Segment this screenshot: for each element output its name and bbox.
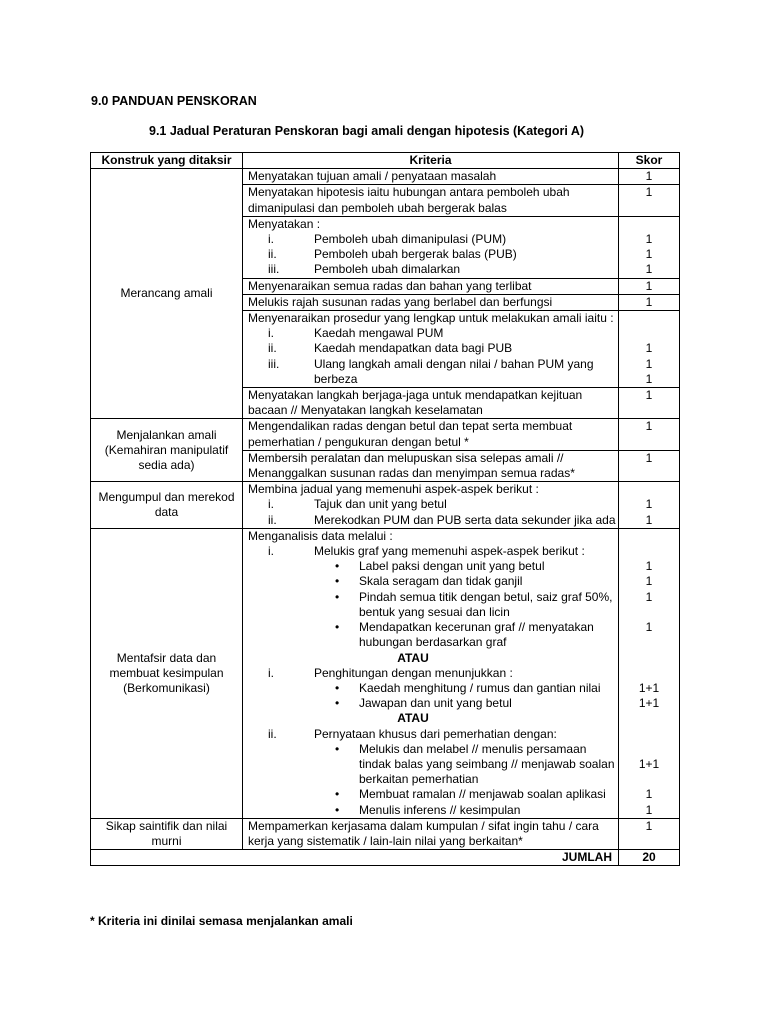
score-value: 1 [645,262,653,277]
criteria-cell: Menyatakan hipotesis iaitu hubungan antara pemboleh ubah dimanipulasi dan pemboleh ubah bergerak balas [243,185,619,216]
score-value: 1+1 [638,696,660,711]
list-item [248,262,618,277]
item-text: Pindah semua titik dengan betul, saiz graf 50%, bentuk yang sesuai dan licin [359,589,613,619]
bullet-item [248,803,618,818]
score-value: 1 [645,371,653,386]
item-text: Melukis dan melabel // menulis persamaan tindak balas yang seimbang // menjawab soalan berkaitan pemerhatian [359,741,615,787]
criteria-cell [243,311,619,388]
item-text: Kaedah menghitung / rumus dan gantian nilai [359,680,601,695]
bullet-item [248,681,618,696]
item-text: Skala seragam dan tidak ganjil [359,574,523,589]
table-row [91,818,680,849]
score-value: 1 [645,787,653,802]
score-cell: 1 [619,169,680,185]
criteria-cell [243,482,619,529]
item-text: Membuat ramalan // menjawab soalan aplikasi [359,787,606,802]
score-value: 1 [645,589,653,604]
header-construct: Konstruk yang ditaksir [91,153,243,169]
bullet-icon: • [335,680,340,695]
list-item [248,497,618,512]
criteria-text: Menyenaraikan prosedur yang lengkap untuk melakukan amali iaitu : [248,311,614,326]
criteria-cell [243,528,619,818]
score-value: 1 [645,559,653,574]
score-cell: 1 [619,419,680,450]
list-item [248,727,618,742]
score-value: 1+1 [638,680,660,695]
construct-cell: Mengumpul dan merekod data [91,482,243,529]
score-value: 1 [645,341,653,356]
construct-cell: Menjalankan amali (Kemahiran manipulatif sedia ada) [91,419,243,482]
criteria-cell: Menyatakan langkah berjaga-jaga untuk mendapatkan kejituan bacaan // Menyatakan langkah keselamatan [243,388,619,419]
table-row [91,169,680,185]
item-text: Tajuk dan unit yang betul [314,497,447,512]
score-cell [619,482,680,529]
bullet-item [248,590,618,620]
item-text: Ulang langkah amali dengan nilai / bahan PUM yang berbeza [314,356,594,386]
item-text: Kaedah mengawal PUM [314,326,444,341]
scoring-table [90,152,680,866]
bullet-item [248,742,618,788]
score-cell: 1 [619,278,680,294]
criteria-text: Menganalisis data melalui : [248,528,393,543]
list-item [248,357,618,387]
list-item [248,666,618,681]
bullet-icon: • [335,696,340,711]
item-number: i. [268,665,274,680]
item-number: ii. [268,341,277,356]
total-empty-cell [91,850,243,866]
header-row [91,153,680,169]
item-text: Penghitungan dengan menunjukkan : [314,665,513,680]
item-text: Pemboleh ubah dimalarkan [314,262,461,277]
criteria-cell: Menyatakan tujuan amali / penyataan masalah [243,169,619,185]
score-cell: 1 [619,388,680,419]
score-value: 1 [645,232,653,247]
item-text: Pemboleh ubah dimanipulasi (PUM) [314,232,507,247]
bullet-item [248,559,618,574]
construct-cell: Mentafsir data dan membuat kesimpulan (Berkomunikasi) [91,528,243,818]
item-number: ii. [268,512,277,527]
score-cell [619,528,680,818]
construct-cell: Sikap saintifik dan nilai murni [91,818,243,849]
bullet-icon: • [335,787,340,802]
bullet-icon: • [335,802,340,817]
footnote: * Kriteria ini dinilai semasa menjalankan amali [90,914,353,928]
item-text: Jawapan dan unit yang betul [359,696,512,711]
table-title: 9.1 Jadual Peraturan Penskoran bagi amali dengan hipotesis (Kategori A) [149,124,585,138]
item-number: iii. [268,356,280,371]
score-cell [619,216,680,278]
score-cell: 1 [619,294,680,310]
item-text: Merekodkan PUM dan PUB serta data sekunder jika ada [314,512,616,527]
total-score: 20 [619,850,680,866]
score-cell: 1 [619,185,680,216]
item-text: Label paksi dengan unit yang betul [359,559,545,574]
page-heading: 9.0 PANDUAN PENSKORAN [91,94,257,108]
criteria-cell: Mempamerkan kerjasama dalam kumpulan / sifat ingin tahu / cara kerja yang sistematik / lain-lain nilai yang berkaitan* [243,818,619,849]
header-criteria: Kriteria [243,153,619,169]
bullet-icon: • [335,574,340,589]
criteria-cell: Melukis rajah susunan radas yang berlabel dan berfungsi [243,294,619,310]
list-item [248,341,618,356]
item-number: ii. [268,726,277,741]
construct-cell: Merancang amali [91,169,243,419]
bullet-item [248,787,618,802]
item-text: Melukis graf yang memenuhi aspek-aspek berikut : [314,544,585,559]
total-label: JUMLAH [243,850,619,866]
score-value: 1 [645,356,653,371]
score-cell [619,311,680,388]
list-item [248,544,618,559]
criteria-cell: Menyenaraikan semua radas dan bahan yang terlibat [243,278,619,294]
bullet-item [248,696,618,711]
atau-label: ATAU [397,711,429,726]
item-text: Pernyataan khusus dari pemerhatian dengan: [314,726,557,741]
score-value: 1 [645,512,653,527]
score-cell: 1 [619,450,680,481]
bullet-icon: • [335,741,340,756]
score-value: 1 [645,620,653,635]
bullet-item [248,620,618,650]
item-number: i. [268,497,274,512]
item-number: iii. [268,262,280,277]
item-text: Mendapatkan kecerunan graf // menyatakan hubungan berdasarkan graf [359,620,594,650]
list-item [248,232,618,247]
score-value: 1 [645,574,653,589]
item-text: Menulis inferens // kesimpulan [359,802,521,817]
score-value: 1 [645,247,653,262]
table-row [91,528,680,818]
criteria-cell: Mengendalikan radas dengan betul dan tepat serta membuat pemerhatian / pengukuran dengan betul * [243,419,619,450]
criteria-text: Membina jadual yang memenuhi aspek-aspek berikut : [248,482,539,497]
atau-label: ATAU [397,650,429,665]
bullet-icon: • [335,589,340,604]
list-item [248,513,618,528]
bullet-icon: • [335,559,340,574]
item-number: i. [268,326,274,341]
total-row [91,850,680,866]
criteria-text: Menyatakan : [248,216,321,231]
bullet-icon: • [335,620,340,635]
score-value: 1+1 [638,756,660,771]
header-score: Skor [619,153,680,169]
table-row [91,482,680,529]
list-item [248,247,618,262]
score-value: 1 [645,802,653,817]
item-number: ii. [268,247,277,262]
score-cell: 1 [619,818,680,849]
score-value: 1 [645,497,653,512]
table-row [91,419,680,450]
item-text: Kaedah mendapatkan data bagi PUB [314,341,513,356]
criteria-cell: Membersih peralatan dan melupuskan sisa selepas amali // Menanggalkan susunan radas dan menyimpan semua radas* [243,450,619,481]
item-number: i. [268,544,274,559]
bullet-item [248,574,618,589]
item-text: Pemboleh ubah bergerak balas (PUB) [314,247,517,262]
list-item [248,326,618,341]
criteria-cell [243,216,619,278]
item-number: i. [268,232,274,247]
